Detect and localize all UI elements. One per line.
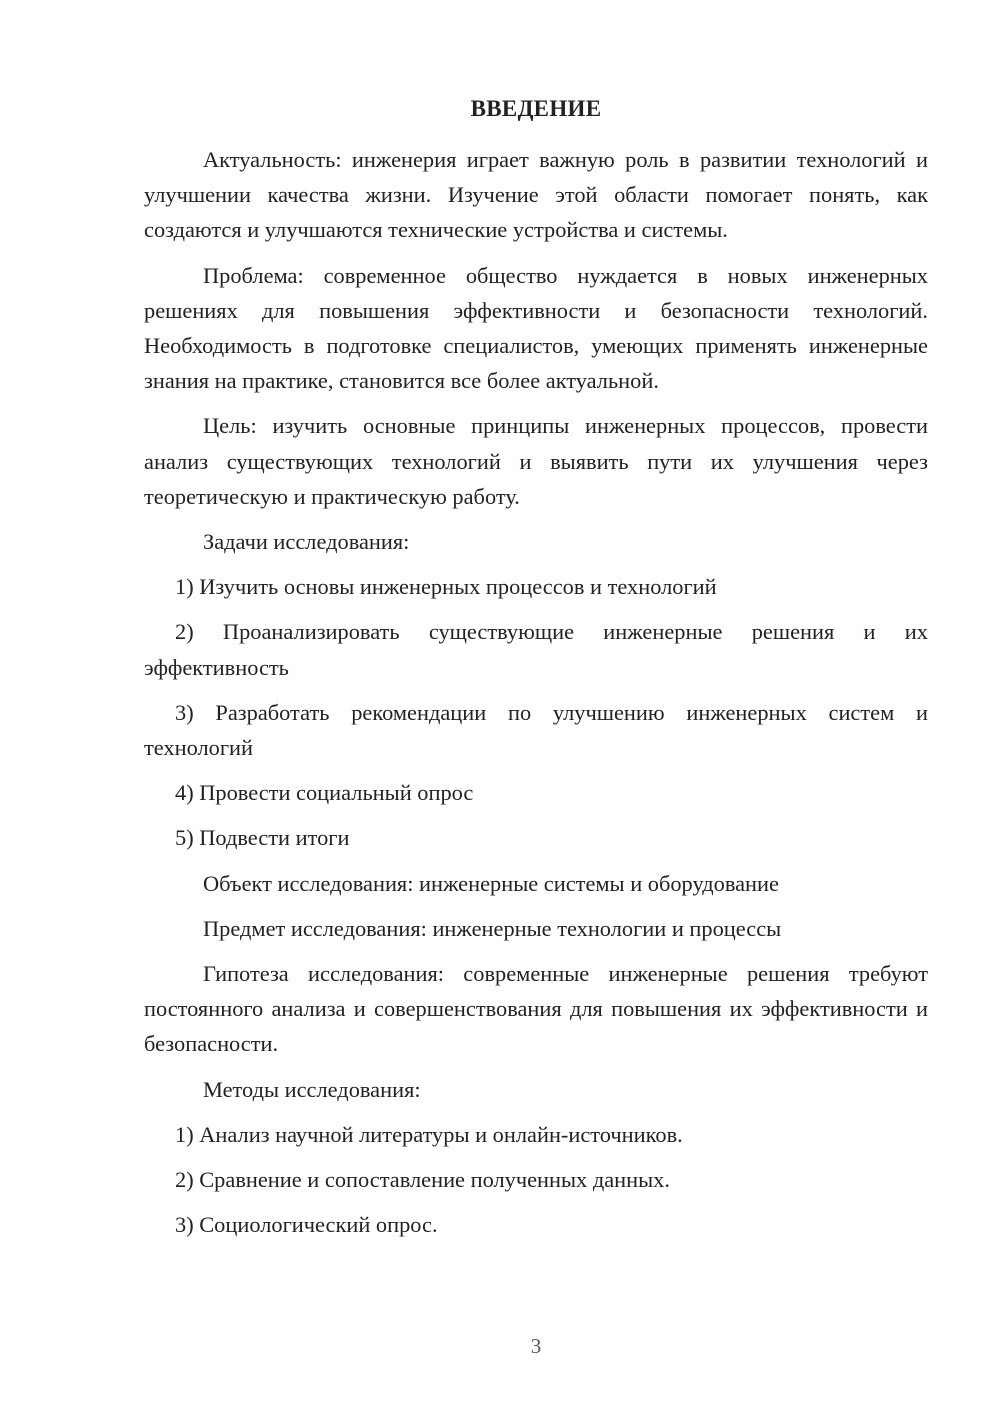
task-item: 2) Проанализировать существующие инженерные решения и их эффективность [144, 619, 928, 680]
paragraph-goal: Цель: изучить основные принципы инженерных процессов, провести анализ существующих технологий и выявить пути их улучшения через теоретическую и практическую работу. [144, 413, 928, 509]
paragraph-problem: Проблема: современное общество нуждается в новых инженерных решениях для повышения эффективности и безопасности технологий. Необходимость в подготовке специалистов, умеющих применять инженерные знания на практике, становится все более актуальной. [144, 262, 928, 394]
paragraph-subject: Предмет исследования: инженерные технологии и процессы [203, 915, 782, 941]
tasks-heading: Задачи исследования: [203, 529, 410, 555]
task-item: 1) Изучить основы инженерных процессов и технологий [175, 574, 717, 600]
paragraph-hypothesis: Гипотеза исследования: современные инженерные решения требуют постоянного анализа и совершенствования для повышения их эффективности и безопасности. [144, 961, 928, 1057]
task-item: 5) Подвести итоги [175, 825, 350, 851]
paragraph-object: Объект исследования: инженерные системы и оборудование [203, 870, 779, 896]
task-item: 4) Провести социальный опрос [175, 780, 474, 806]
task-item: 3) Разработать рекомендации по улучшению инженерных систем и технологий [144, 699, 928, 761]
method-item: 2) Сравнение и сопоставление полученных данных. [175, 1167, 670, 1193]
page-number: 3 [530, 1334, 542, 1358]
page-title: ВВЕДЕНИЕ [470, 96, 602, 121]
method-item: 3) Социологический опрос. [175, 1212, 438, 1238]
document-body [144, 142, 928, 1252]
methods-heading: Методы исследования: [203, 1076, 421, 1102]
method-item: 1) Анализ научной литературы и онлайн-источников. [175, 1121, 683, 1147]
paragraph-relevance: Актуальность: инженерия играет важную роль в развитии технологий и улучшении качества жизни. Изучение этой области помогает понять, как создаются и улучшаются технические устройства и системы. [144, 147, 928, 243]
